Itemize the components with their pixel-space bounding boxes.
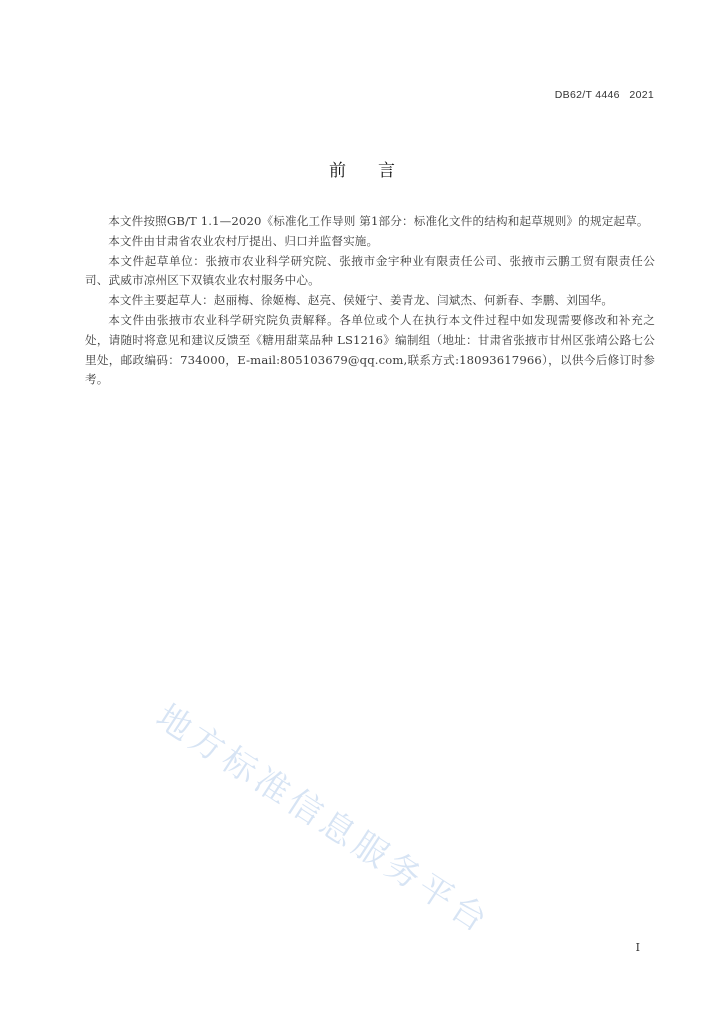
- paragraph-drafting-rules: 本文件按照GB/T 1.1—2020《标准化工作导则 第1部分：标准化文件的结构和起草规则》的规定起草。: [108, 214, 649, 228]
- section-title: 前言: [329, 161, 427, 181]
- document-standard-number: DB62/T 4446 2021: [554, 89, 654, 101]
- page-number: I: [635, 941, 640, 954]
- paragraph-interpretation: 本文件由张掖市农业科学研究院负责解释。各单位或个人在执行本文件过程中如发现需要修改和补充之处，请随时将意见和建议反馈至《糖用甜菜品种 LS1216》编制组（地址：甘肃省张掖市甘州区张靖公路七公里处，邮政编码：734000，E-mail:805103679@qq.com,联系方式:18093617966），以供今后修订时参考。: [85, 312, 655, 387]
- paragraph-proposer: 本文件由甘肃省农业农村厅提出、归口并监督实施。: [108, 233, 379, 248]
- paragraph-drafters: 本文件主要起草人：赵丽梅、徐姬梅、赵亮、侯娅宁、姜青龙、闫斌杰、何新春、李鹏、刘国华。: [108, 293, 614, 308]
- foreword-body: [85, 212, 655, 390]
- paragraph-drafting-units: 本文件起草单位：张掖市农业科学研究院、张掖市金宇种业有限责任公司、张掖市云鹏工贸有限责任公司、武威市凉州区下双镇农业农村服务中心。: [85, 253, 655, 288]
- watermark-text: 地方标准信息服务平台: [148, 696, 498, 943]
